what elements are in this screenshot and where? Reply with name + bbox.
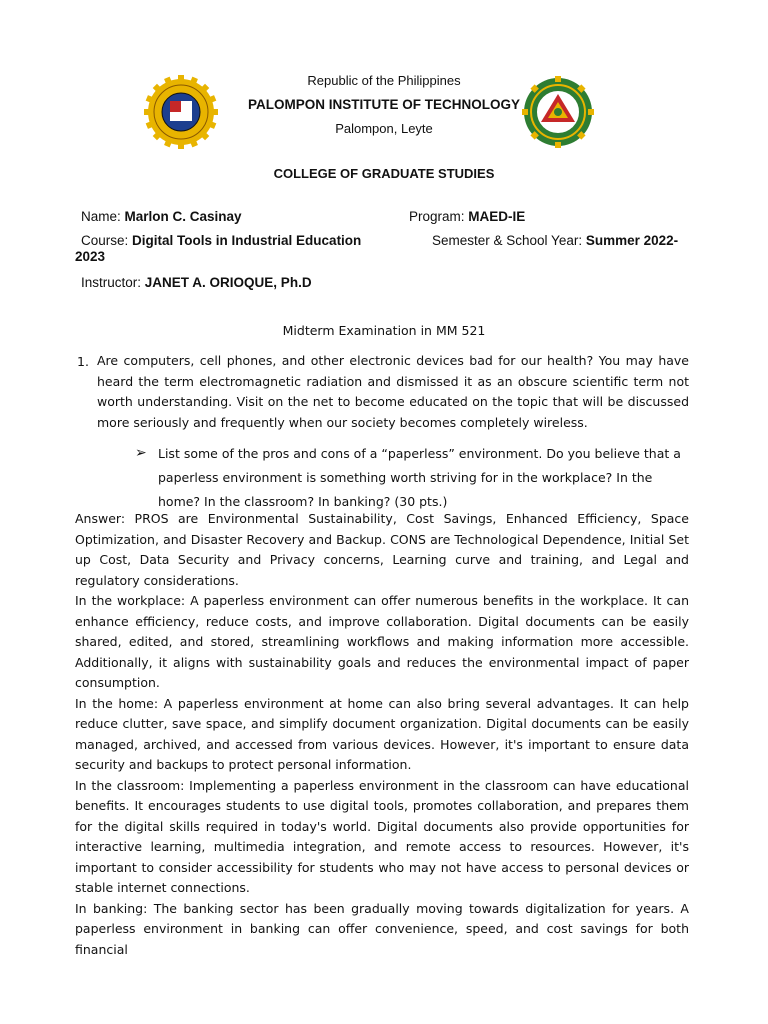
answer-banking: In banking: The banking sector has been gradually moving towards digitalization for years. A paperless environment in banking can offer convenience, speed, and cost savings for both financial xyxy=(75,900,689,957)
semester-label: Semester & School Year: xyxy=(432,233,583,248)
instructor-label: Instructor: xyxy=(81,275,142,290)
sub-question-text: List some of the pros and cons of a “paperless” environment. Do you believe that a paperless environment is something worth striving for in the workplace? In the home? In the classroom? In banking? (30 pts.) xyxy=(158,446,681,509)
answer-body xyxy=(75,509,689,960)
program-value: MAED-IE xyxy=(468,209,526,224)
answer-home: In the home: A paperless environment at home can also bring several advantages. It can help reduce clutter, save space, and simplify document organization. Digital documents can be easily managed, archived, and accessed from various devices. However, it's important to ensure data security and backups to protect personal information. xyxy=(75,695,689,772)
republic-heading: Republic of the Philippines xyxy=(307,73,461,88)
institution-location: Palompon, Leyte xyxy=(335,121,433,136)
course-value: Digital Tools in Industrial Education xyxy=(132,233,362,248)
instructor-line xyxy=(81,276,312,290)
program-line xyxy=(409,210,525,224)
question-number: 1. xyxy=(77,354,89,369)
semester-line xyxy=(432,234,678,248)
semester-value: Summer 2022- xyxy=(585,233,679,248)
college-seal-icon xyxy=(520,74,596,150)
exam-title: Midterm Examination in MM 521 xyxy=(282,323,486,338)
question-text: Are computers, cell phones, and other electronic devices bad for our health? You may have heard the term electromagnetic radiation and dismissed it as an obscure scientific term not worth understanding. Visit on the net to become educated on the topic that will be discussed more seriously and frequently when our society becomes completely wireless. xyxy=(97,353,689,430)
name-line xyxy=(81,210,242,224)
course-label: Course: xyxy=(81,233,129,248)
program-label: Program: xyxy=(409,209,465,224)
year-continuation xyxy=(75,250,105,264)
name-label: Name: xyxy=(81,209,121,224)
answer-classroom: In the classroom: Implementing a paperless environment in the classroom can have educational benefits. It encourages students to use digital tools, promotes collaboration, and prepares them for the digital skills required in today's world. Digital documents also provide opportunities for interactive learning, multimedia integration, and remote access to resources. However, it's important to consider accessibility for students who may not have access to personal devices or stable internet connections. xyxy=(75,777,689,895)
instructor-value: JANET A. ORIOQUE, Ph.D xyxy=(144,275,312,290)
year-value: 2023 xyxy=(75,249,106,264)
college-heading: COLLEGE OF GRADUATE STUDIES xyxy=(273,166,495,181)
institution-name: PALOMPON INSTITUTE OF TECHNOLOGY xyxy=(248,97,520,112)
answer-intro: Answer: PROS are Environmental Sustainability, Cost Savings, Enhanced Efficiency, Space Optimization, and Disaster Recovery and Backup. CONS are Technological Dependence, Initial Set up Cost, Data Security and Privacy concerns, Learning curve and training, and Legal and regulatory considerations. xyxy=(75,511,689,588)
name-value: Marlon C. Casinay xyxy=(124,209,242,224)
answer-workplace: In the workplace: A paperless environment can offer numerous benefits in the workplace. It can enhance efficiency, reduce costs, and improve collaboration. Digital documents can be easily shared, edited, and stored, streamlining workflows and making information more accessible. Additionally, it aligns with sustainability goals and reduces the environmental impact of paper consumption. xyxy=(75,593,689,690)
course-line xyxy=(81,234,361,248)
arrow-bullet-icon: ➢ xyxy=(135,444,147,460)
